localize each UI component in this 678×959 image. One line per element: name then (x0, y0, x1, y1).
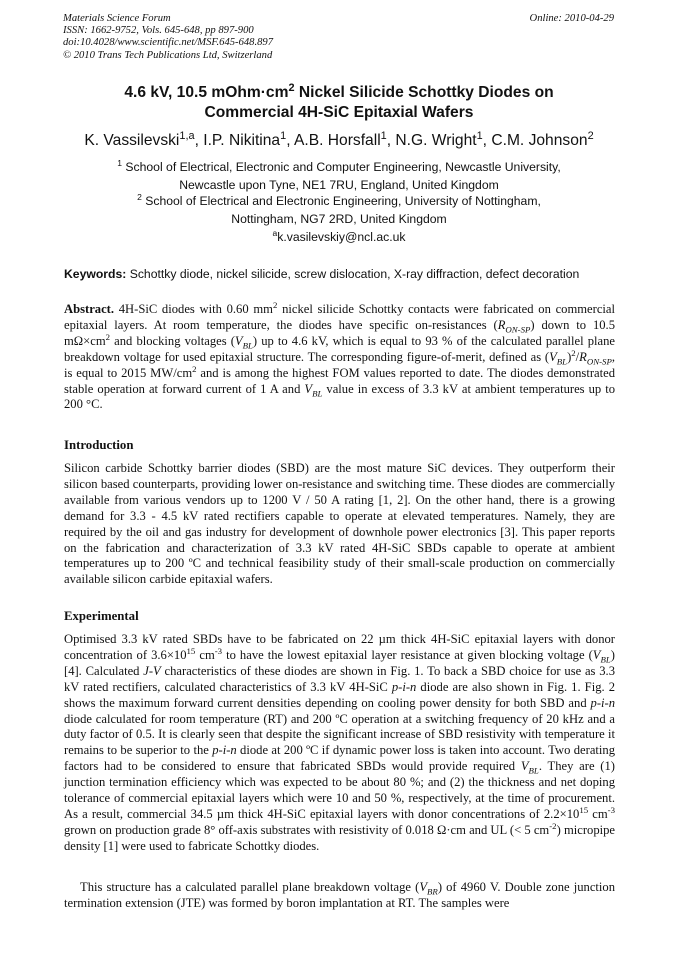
journal-header (63, 13, 443, 62)
affiliation-1: $^1$ School of Electrical, Electronic and Computer Engineering, Newcastle University, Newcastle upon Tyne, NE1 7RU, England, United Kingdom (117, 157, 561, 192)
section-heading-experimental: Experimental (64, 609, 139, 623)
journal-issn: ISSN: 1662-9752, Vols. 645-648, pp 897-900 (63, 25, 254, 37)
journal-copyright: © 2010 Trans Tech Publications Ltd, Switzerland (63, 49, 273, 61)
abstract: Abstract. 4H-SiC diodes with 0.60 $mm^2$ nickel silicide Schottky contacts were fabricated on commercial epitaxial layers. At room temperature, the diodes have specific on-resistances $(R_{ON-SP})$ down to 10.5 $m\Omega\times cm^2$ and blocking voltages $(V_{BL})$ up to 4.6 kV, which is equal to 93 % of the calculated parallel plane breakdown voltage for used epitaxial structure. The corresponding figure-of-merit, defined as $(V_{BL})^2/R_{ON-SP}$, is equal to 2015 $MW/cm^2$ and is among the highest FOM values reported to date. The diodes demonstrated stable operation at forward current of 1 A and $V_{BL}$ value in excess of 3.3 kV at ambient temperatures up to 200 °C. (64, 299, 616, 412)
experimental-paragraph-2: This structure has a calculated parallel plane breakdown voltage $(V_{BR})$ of 4960 V. Double zone junction termination extension (JTE) was formed by boron implantation at RT. The samples were (64, 880, 616, 910)
introduction-text: Silicon carbide Schottky barrier diodes (SBD) are the most mature SiC devices. They outperform their silicon based counterparts, providing lower on-resistance and switching time. These diodes are commercially available from various vendors up to 1200 V / 50 A rating [1, 2]. On the other hand, there is a growing demand for 3.3 - 4.5 kV rated rectifiers capable to operate at elevated temperatures. Namely, they are required by the oil and gas industry for development of downhole power electronics [3]. This paper reports on the fabrication and characterization of 3.3 kV rated 4H-SiC SBDs capable to operate at ambient temperatures up to 200 ºC and technical feasibility study of their small-scale production on commercially available silicon carbide epitaxial wafers. (64, 461, 615, 587)
abstract-label: Abstract. (64, 302, 115, 316)
author: K. Vassilevski (84, 132, 180, 149)
author: C.M. Johnson (491, 132, 588, 149)
author: A.B. Horsfall (294, 132, 381, 149)
online-date: Online: 2010-04-29 (529, 13, 614, 24)
experimental-paragraph-1: Optimised 3.3 kV rated SBDs have to be fabricated on 22 µm thick 4H-SiC epitaxial layers with donor concentration of $3.6\times 10^{15}$ $cm^{-3}$ to have the lowest epitaxial layer resistance at given blocking voltage $(V_{BL})$ [4]. Calculated J-V characteristics of these diodes are shown in Fig. 1. To back a SBD choice for use as 3.3 kV rated rectifiers, calculated characteristics of 3.3 kV 4H-SiC p-i-n diode are also shown in Fig. 1. Fig. 2 shows the maximum forward current densities depending on cooling power density for both SBD and p-i-n diode calculated for room temperature (RT) and 200 ºC operation at a switching frequency of 20 kHz and a duty factor of 0.5. It is clearly seen that despite the significant increase of SBD resistivity with temperature it remains to be superior to the p-i-n diode at 200 ºC if dynamic power loss is taken into account. Two derating factors had to be considered to ensure that fabricated SBDs would provide required $V_{BL}$. They are (1) junction termination efficiency which was expected to be about 80 %; and (2) the thickness and net doping tolerance of commercial epitaxial layers which were 10 and 50 %, respectively, at the time of procurement. As a result, commercial 34.5 µm thick 4H-SiC epitaxial layers with donor concentrations of $2.2\times 10^{15}$ $cm^{-3}$ grown on production grade 8° off-axis substrates with resistivity of 0.018 Ω·cm and UL (< 5 $cm^{-2}$) micropipe density [1] were used to fabricate Schottky diodes. (64, 632, 616, 853)
section-heading-introduction: Introduction (64, 438, 134, 452)
author: N.G. Wright (395, 132, 477, 149)
journal-name: Materials Science Forum (63, 13, 171, 24)
author: I.P. Nikitina (203, 132, 281, 149)
keywords-label: Keywords: (64, 267, 127, 281)
paper-title: 4.6 kV, 10.5 $mOhm\cdot cm^2$ Nickel Silicide Schottky Diodes on Commercial 4H-SiC Epitaxial Wafers (124, 81, 554, 121)
email-link[interactable]: k.vasilevskiy@ncl.ac.uk (277, 230, 406, 244)
author-email: $^a$k.vasilevskiy@ncl.ac.uk (272, 227, 406, 244)
affiliation-2: $^2$ School of Electrical and Electronic Engineering, University of Nottingham, Nottingham, NG7 2RD, United Kingdom (137, 191, 541, 226)
author-list: K. Vassilevski$^{1,a}$, I.P. Nikitina$^1$, A.B. Horsfall$^1$, N.G. Wright$^1$, C.M. Johnson$^2$ (84, 129, 594, 149)
journal-doi: doi:10.4028/www.scientific.net/MSF.645-648.897 (63, 37, 273, 49)
keywords: Keywords: Schottky diode, nickel silicide, screw dislocation, X-ray diffraction, defect decoration (64, 267, 580, 281)
